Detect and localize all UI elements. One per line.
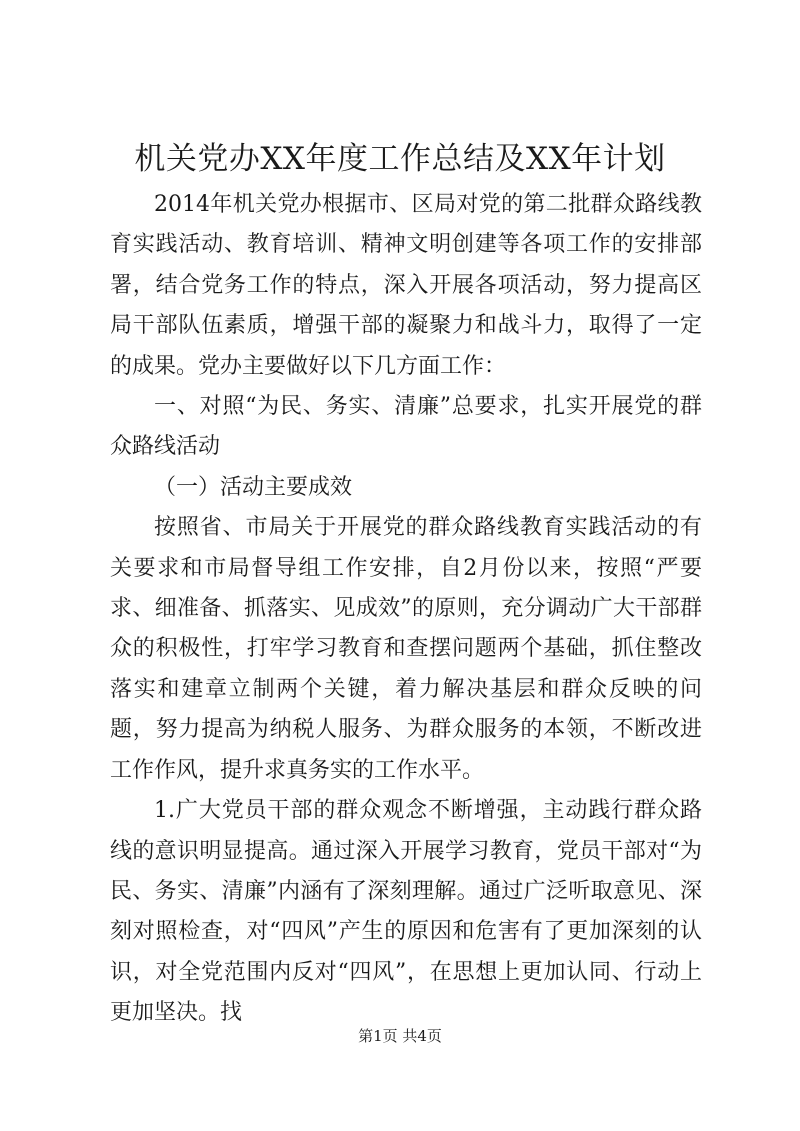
document-title: 机关党办XX年度工作总结及XX年计划: [134, 141, 666, 177]
document-body: [110, 185, 702, 1034]
paragraph-overview: 按照省、市局关于开展党的群众路线教育实践活动的有关要求和市局督导组工作安排，自2月份以来，按照“严要求、细准备、抓落实、见成效”的原则，充分调动广大干部群众的积极性，打牢学习教育和查摆问题两个基础，抓住整改落实和建章立制两个关键，着力解决基层和群众反映的问题，努力提高为纳税人服务、为群众服务的本领，不断改进工作作风，提升求真务实的工作水平。: [110, 515, 702, 783]
page-footer: 第1页 共4页: [358, 1027, 442, 1045]
section-heading-1: 一、对照“为民、务实、清廉”总要求，扎实开展党的群众路线活动: [110, 394, 702, 460]
paragraph-intro: 2014年机关党办根据市、区局对党的第二批群众路线教育实践活动、教育培训、精神文明创建等各项工作的安排部署，结合党务工作的特点，深入开展各项活动，努力提高区局干部队伍素质，增强干部的凝聚力和战斗力，取得了一定的成果。党办主要做好以下几方面工作：: [110, 192, 702, 379]
subsection-heading-1: （一）活动主要成效: [154, 474, 353, 500]
paragraph-point-1: 1.广大党员干部的群众观念不断增强，主动践行群众路线的意识明显提高。通过深入开展学习教育，党员干部对“为民、务实、清廉”内涵有了深刻理解。通过广泛听取意见、深刻对照检查，对“四风”产生的原因和危害有了更加深刻的认识，对全党范围内反对“四风”，在思想上更加认同、行动上更加坚决。找: [110, 798, 702, 1026]
